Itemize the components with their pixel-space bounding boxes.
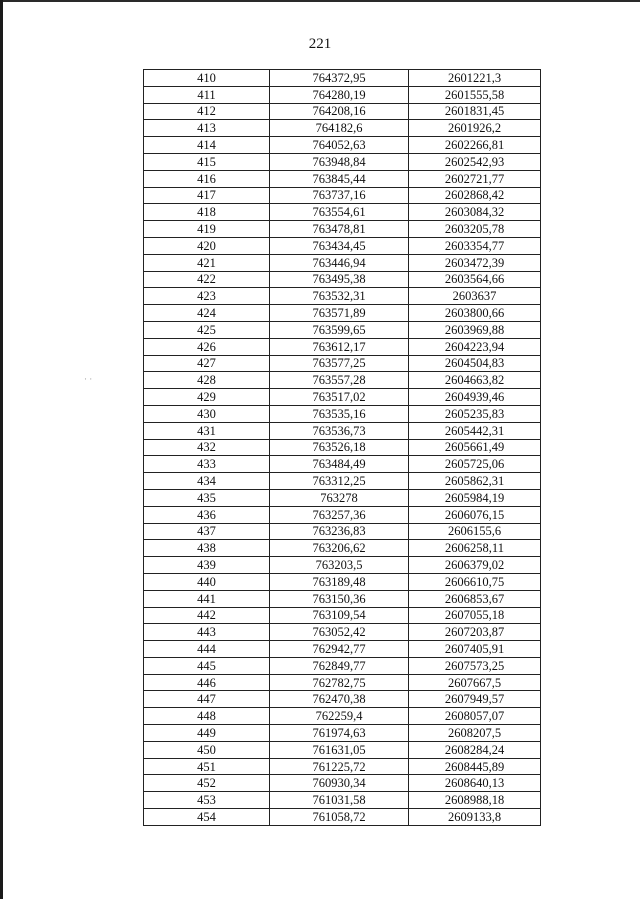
table-row bbox=[144, 624, 541, 641]
point-number-cell: 415 bbox=[144, 153, 270, 170]
point-number-cell: 421 bbox=[144, 254, 270, 271]
y-coordinate-cell: 2603637 bbox=[409, 288, 541, 305]
x-coordinate-cell: 762259,4 bbox=[270, 708, 409, 725]
y-coordinate-cell: 2608640,13 bbox=[409, 775, 541, 792]
x-coordinate-cell: 764208,16 bbox=[270, 103, 409, 120]
point-number-cell: 427 bbox=[144, 355, 270, 372]
table-row bbox=[144, 741, 541, 758]
y-coordinate-cell: 2607203,87 bbox=[409, 624, 541, 641]
point-number-cell: 417 bbox=[144, 187, 270, 204]
x-coordinate-cell: 761225,72 bbox=[270, 758, 409, 775]
point-number-cell: 413 bbox=[144, 120, 270, 137]
x-coordinate-cell: 763052,42 bbox=[270, 624, 409, 641]
table-row bbox=[144, 170, 541, 187]
point-number-cell: 431 bbox=[144, 422, 270, 439]
y-coordinate-cell: 2603472,39 bbox=[409, 254, 541, 271]
y-coordinate-cell: 2602868,42 bbox=[409, 187, 541, 204]
point-number-cell: 418 bbox=[144, 204, 270, 221]
y-coordinate-cell: 2607055,18 bbox=[409, 607, 541, 624]
point-number-cell: 426 bbox=[144, 338, 270, 355]
table-row bbox=[144, 271, 541, 288]
table-row bbox=[144, 691, 541, 708]
y-coordinate-cell: 2607573,25 bbox=[409, 657, 541, 674]
y-coordinate-cell: 2607405,91 bbox=[409, 641, 541, 658]
point-number-cell: 448 bbox=[144, 708, 270, 725]
x-coordinate-cell: 762849,77 bbox=[270, 657, 409, 674]
table-row bbox=[144, 137, 541, 154]
table-row bbox=[144, 456, 541, 473]
point-number-cell: 428 bbox=[144, 372, 270, 389]
x-coordinate-cell: 763257,36 bbox=[270, 506, 409, 523]
x-coordinate-cell: 763206,62 bbox=[270, 540, 409, 557]
x-coordinate-cell: 763577,25 bbox=[270, 355, 409, 372]
y-coordinate-cell: 2606853,67 bbox=[409, 590, 541, 607]
x-coordinate-cell: 763571,89 bbox=[270, 305, 409, 322]
y-coordinate-cell: 2607949,57 bbox=[409, 691, 541, 708]
point-number-cell: 452 bbox=[144, 775, 270, 792]
y-coordinate-cell: 2605235,83 bbox=[409, 405, 541, 422]
y-coordinate-cell: 2606155,6 bbox=[409, 523, 541, 540]
y-coordinate-cell: 2601926,2 bbox=[409, 120, 541, 137]
x-coordinate-cell: 763434,45 bbox=[270, 237, 409, 254]
point-number-cell: 435 bbox=[144, 489, 270, 506]
table-row bbox=[144, 405, 541, 422]
table-row bbox=[144, 355, 541, 372]
y-coordinate-cell: 2605984,19 bbox=[409, 489, 541, 506]
y-coordinate-cell: 2605442,31 bbox=[409, 422, 541, 439]
x-coordinate-cell: 761058,72 bbox=[270, 809, 409, 826]
x-coordinate-cell: 763478,81 bbox=[270, 221, 409, 238]
x-coordinate-cell: 763484,49 bbox=[270, 456, 409, 473]
y-coordinate-cell: 2605661,49 bbox=[409, 439, 541, 456]
table-row bbox=[144, 70, 541, 87]
point-number-cell: 420 bbox=[144, 237, 270, 254]
x-coordinate-cell: 763948,84 bbox=[270, 153, 409, 170]
x-coordinate-cell: 763150,36 bbox=[270, 590, 409, 607]
table-row bbox=[144, 557, 541, 574]
point-number-cell: 442 bbox=[144, 607, 270, 624]
point-number-cell: 445 bbox=[144, 657, 270, 674]
y-coordinate-cell: 2601555,58 bbox=[409, 86, 541, 103]
y-coordinate-cell: 2603084,32 bbox=[409, 204, 541, 221]
point-number-cell: 439 bbox=[144, 557, 270, 574]
y-coordinate-cell: 2605862,31 bbox=[409, 473, 541, 490]
x-coordinate-cell: 761031,58 bbox=[270, 792, 409, 809]
x-coordinate-cell: 763526,18 bbox=[270, 439, 409, 456]
y-coordinate-cell: 2604223,94 bbox=[409, 338, 541, 355]
y-coordinate-cell: 2604939,46 bbox=[409, 389, 541, 406]
table-row bbox=[144, 288, 541, 305]
x-coordinate-cell: 763189,48 bbox=[270, 573, 409, 590]
coordinates-table-container bbox=[143, 69, 540, 826]
x-coordinate-cell: 764372,95 bbox=[270, 70, 409, 87]
y-coordinate-cell: 2608057,07 bbox=[409, 708, 541, 725]
y-coordinate-cell: 2606076,15 bbox=[409, 506, 541, 523]
y-coordinate-cell: 2608207,5 bbox=[409, 725, 541, 742]
coordinates-table bbox=[143, 69, 541, 826]
y-coordinate-cell: 2606258,11 bbox=[409, 540, 541, 557]
point-number-cell: 432 bbox=[144, 439, 270, 456]
y-coordinate-cell: 2608284,24 bbox=[409, 741, 541, 758]
x-coordinate-cell: 762470,38 bbox=[270, 691, 409, 708]
x-coordinate-cell: 763517,02 bbox=[270, 389, 409, 406]
x-coordinate-cell: 763557,28 bbox=[270, 372, 409, 389]
point-number-cell: 434 bbox=[144, 473, 270, 490]
point-number-cell: 441 bbox=[144, 590, 270, 607]
y-coordinate-cell: 2603205,78 bbox=[409, 221, 541, 238]
point-number-cell: 446 bbox=[144, 674, 270, 691]
table-row bbox=[144, 237, 541, 254]
scan-top-edge bbox=[0, 0, 640, 2]
table-row bbox=[144, 103, 541, 120]
table-row bbox=[144, 590, 541, 607]
y-coordinate-cell: 2601831,45 bbox=[409, 103, 541, 120]
point-number-cell: 425 bbox=[144, 321, 270, 338]
x-coordinate-cell: 761631,05 bbox=[270, 741, 409, 758]
table-row bbox=[144, 708, 541, 725]
point-number-cell: 414 bbox=[144, 137, 270, 154]
table-row bbox=[144, 792, 541, 809]
table-row bbox=[144, 86, 541, 103]
x-coordinate-cell: 763203,5 bbox=[270, 557, 409, 574]
table-row bbox=[144, 254, 541, 271]
point-number-cell: 422 bbox=[144, 271, 270, 288]
point-number-cell: 411 bbox=[144, 86, 270, 103]
x-coordinate-cell: 763536,73 bbox=[270, 422, 409, 439]
table-row bbox=[144, 338, 541, 355]
point-number-cell: 423 bbox=[144, 288, 270, 305]
table-row bbox=[144, 641, 541, 658]
point-number-cell: 433 bbox=[144, 456, 270, 473]
table-row bbox=[144, 657, 541, 674]
x-coordinate-cell: 760930,34 bbox=[270, 775, 409, 792]
table-row bbox=[144, 422, 541, 439]
table-row bbox=[144, 573, 541, 590]
table-row bbox=[144, 372, 541, 389]
scan-left-edge bbox=[0, 0, 3, 899]
x-coordinate-cell: 762782,75 bbox=[270, 674, 409, 691]
y-coordinate-cell: 2606610,75 bbox=[409, 573, 541, 590]
point-number-cell: 436 bbox=[144, 506, 270, 523]
point-number-cell: 453 bbox=[144, 792, 270, 809]
table-row bbox=[144, 506, 541, 523]
point-number-cell: 454 bbox=[144, 809, 270, 826]
y-coordinate-cell: 2602266,81 bbox=[409, 137, 541, 154]
y-coordinate-cell: 2605725,06 bbox=[409, 456, 541, 473]
table-row bbox=[144, 305, 541, 322]
x-coordinate-cell: 763737,16 bbox=[270, 187, 409, 204]
point-number-cell: 444 bbox=[144, 641, 270, 658]
y-coordinate-cell: 2603564,66 bbox=[409, 271, 541, 288]
point-number-cell: 429 bbox=[144, 389, 270, 406]
page-number: 221 bbox=[308, 36, 332, 52]
point-number-cell: 438 bbox=[144, 540, 270, 557]
table-row bbox=[144, 523, 541, 540]
point-number-cell: 450 bbox=[144, 741, 270, 758]
x-coordinate-cell: 763599,65 bbox=[270, 321, 409, 338]
x-coordinate-cell: 764182,6 bbox=[270, 120, 409, 137]
y-coordinate-cell: 2601221,3 bbox=[409, 70, 541, 87]
x-coordinate-cell: 763446,94 bbox=[270, 254, 409, 271]
point-number-cell: 443 bbox=[144, 624, 270, 641]
y-coordinate-cell: 2603969,88 bbox=[409, 321, 541, 338]
table-row bbox=[144, 204, 541, 221]
table-row bbox=[144, 439, 541, 456]
point-number-cell: 440 bbox=[144, 573, 270, 590]
table-row bbox=[144, 607, 541, 624]
table-row bbox=[144, 775, 541, 792]
x-coordinate-cell: 763109,54 bbox=[270, 607, 409, 624]
table-row bbox=[144, 809, 541, 826]
x-coordinate-cell: 763554,61 bbox=[270, 204, 409, 221]
y-coordinate-cell: 2603354,77 bbox=[409, 237, 541, 254]
point-number-cell: 419 bbox=[144, 221, 270, 238]
x-coordinate-cell: 763236,83 bbox=[270, 523, 409, 540]
table-row bbox=[144, 725, 541, 742]
table-row bbox=[144, 389, 541, 406]
y-coordinate-cell: 2604663,82 bbox=[409, 372, 541, 389]
table-row bbox=[144, 540, 541, 557]
point-number-cell: 416 bbox=[144, 170, 270, 187]
x-coordinate-cell: 764280,19 bbox=[270, 86, 409, 103]
x-coordinate-cell: 761974,63 bbox=[270, 725, 409, 742]
x-coordinate-cell: 764052,63 bbox=[270, 137, 409, 154]
table-row bbox=[144, 674, 541, 691]
y-coordinate-cell: 2602721,77 bbox=[409, 170, 541, 187]
y-coordinate-cell: 2603800,66 bbox=[409, 305, 541, 322]
coordinates-table-body bbox=[144, 70, 541, 826]
point-number-cell: 430 bbox=[144, 405, 270, 422]
table-row bbox=[144, 758, 541, 775]
y-coordinate-cell: 2608445,89 bbox=[409, 758, 541, 775]
table-row bbox=[144, 473, 541, 490]
table-row bbox=[144, 321, 541, 338]
x-coordinate-cell: 763278 bbox=[270, 489, 409, 506]
x-coordinate-cell: 762942,77 bbox=[270, 641, 409, 658]
y-coordinate-cell: 2607667,5 bbox=[409, 674, 541, 691]
y-coordinate-cell: 2606379,02 bbox=[409, 557, 541, 574]
point-number-cell: 424 bbox=[144, 305, 270, 322]
point-number-cell: 437 bbox=[144, 523, 270, 540]
point-number-cell: 410 bbox=[144, 70, 270, 87]
y-coordinate-cell: 2608988,18 bbox=[409, 792, 541, 809]
point-number-cell: 447 bbox=[144, 691, 270, 708]
y-coordinate-cell: 2602542,93 bbox=[409, 153, 541, 170]
y-coordinate-cell: 2604504,83 bbox=[409, 355, 541, 372]
table-row bbox=[144, 153, 541, 170]
x-coordinate-cell: 763495,38 bbox=[270, 271, 409, 288]
scan-specks: · · bbox=[84, 374, 93, 384]
table-row bbox=[144, 221, 541, 238]
point-number-cell: 412 bbox=[144, 103, 270, 120]
y-coordinate-cell: 2609133,8 bbox=[409, 809, 541, 826]
table-row bbox=[144, 120, 541, 137]
point-number-cell: 449 bbox=[144, 725, 270, 742]
table-row bbox=[144, 187, 541, 204]
x-coordinate-cell: 763532,31 bbox=[270, 288, 409, 305]
x-coordinate-cell: 763845,44 bbox=[270, 170, 409, 187]
x-coordinate-cell: 763612,17 bbox=[270, 338, 409, 355]
x-coordinate-cell: 763535,16 bbox=[270, 405, 409, 422]
x-coordinate-cell: 763312,25 bbox=[270, 473, 409, 490]
point-number-cell: 451 bbox=[144, 758, 270, 775]
table-row bbox=[144, 489, 541, 506]
